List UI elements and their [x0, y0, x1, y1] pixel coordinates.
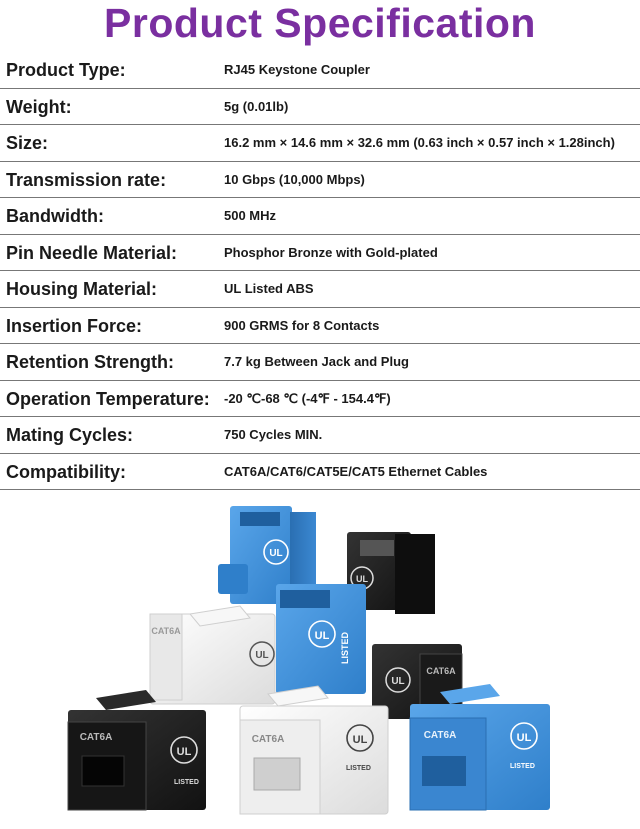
- ul-mark: UL: [176, 746, 192, 758]
- spec-row-size: [0, 125, 640, 162]
- ul-mark: UL: [356, 574, 368, 584]
- spec-value: 750 Cycles MIN.: [224, 427, 323, 442]
- spec-row-weight: [0, 89, 640, 126]
- spec-value: 7.7 kg Between Jack and Plug: [224, 354, 409, 369]
- spec-row-product-type: [0, 52, 640, 89]
- spec-row-insertion-force: [0, 308, 640, 345]
- listed-text: LISTED: [510, 763, 535, 770]
- spec-row-retention-strength: [0, 344, 640, 381]
- ul-mark: UL: [516, 732, 532, 744]
- coupler-black-front: [68, 690, 206, 810]
- product-marking: CAT6A: [426, 666, 456, 676]
- spec-label: Housing Material:: [6, 279, 158, 299]
- spec-value: 16.2 mm × 14.6 mm × 32.6 mm (0.63 inch × 0.57 inch × 1.28inch): [224, 135, 615, 150]
- spec-table: [0, 52, 640, 490]
- spec-value: UL Listed ABS: [224, 281, 314, 296]
- coupler-white-front: [240, 686, 388, 814]
- listed-text: LISTED: [346, 765, 371, 772]
- ul-mark: UL: [352, 734, 368, 746]
- coupler-white-back: [150, 606, 275, 704]
- product-marking: CAT6A: [251, 734, 285, 745]
- ul-mark: UL: [269, 548, 283, 559]
- spec-row-compatibility: [0, 454, 640, 491]
- spec-label: Compatibility:: [6, 461, 126, 482]
- spec-label: Size:: [6, 133, 49, 153]
- coupler-blue-middle: [276, 584, 366, 694]
- spec-value: 10 Gbps (10,000 Mbps): [224, 171, 365, 187]
- spec-label: Mating Cycles:: [6, 425, 134, 445]
- product-marking: CAT6A: [423, 730, 457, 741]
- spec-label: Weight:: [6, 96, 72, 117]
- spec-value: RJ45 Keystone Coupler: [224, 62, 370, 77]
- spec-value: CAT6A/CAT6/CAT5E/CAT5 Ethernet Cables: [224, 463, 488, 479]
- spec-label: Bandwidth:: [6, 206, 104, 226]
- spec-label: Insertion Force:: [6, 315, 143, 336]
- listed-text: LISTED: [340, 631, 350, 664]
- ul-mark: UL: [255, 650, 269, 661]
- ul-mark: UL: [314, 630, 330, 642]
- spec-label: Pin Needle Material:: [6, 242, 178, 263]
- product-marking: CAT6A: [79, 732, 113, 743]
- product-marking: CAT6A: [151, 626, 181, 636]
- spec-row-mating-cycles: [0, 417, 640, 454]
- spec-label: Transmission rate:: [6, 169, 167, 190]
- spec-label: Operation Temperature:: [6, 388, 210, 409]
- spec-value: 500 MHz: [224, 208, 277, 223]
- product-photo: [0, 494, 640, 829]
- spec-row-housing-material: [0, 271, 640, 308]
- spec-value: 900 GRMS for 8 Contacts: [224, 317, 380, 333]
- page-title: Product Specification: [104, 0, 536, 46]
- spec-value: -20 ℃-68 ℃ (-4℉ - 154.4℉): [224, 390, 391, 406]
- spec-row-bandwidth: [0, 198, 640, 235]
- spec-label: Retention Strength:: [6, 352, 174, 372]
- spec-label: Product Type:: [6, 60, 126, 80]
- spec-value: 5g (0.01lb): [224, 98, 289, 114]
- listed-text: LISTED: [174, 779, 199, 786]
- ul-mark: UL: [391, 676, 405, 687]
- spec-value: Phosphor Bronze with Gold-plated: [224, 244, 438, 260]
- spec-row-operation-temperature: [0, 381, 640, 418]
- spec-row-transmission-rate: [0, 162, 640, 199]
- spec-row-pin-needle-material: [0, 235, 640, 272]
